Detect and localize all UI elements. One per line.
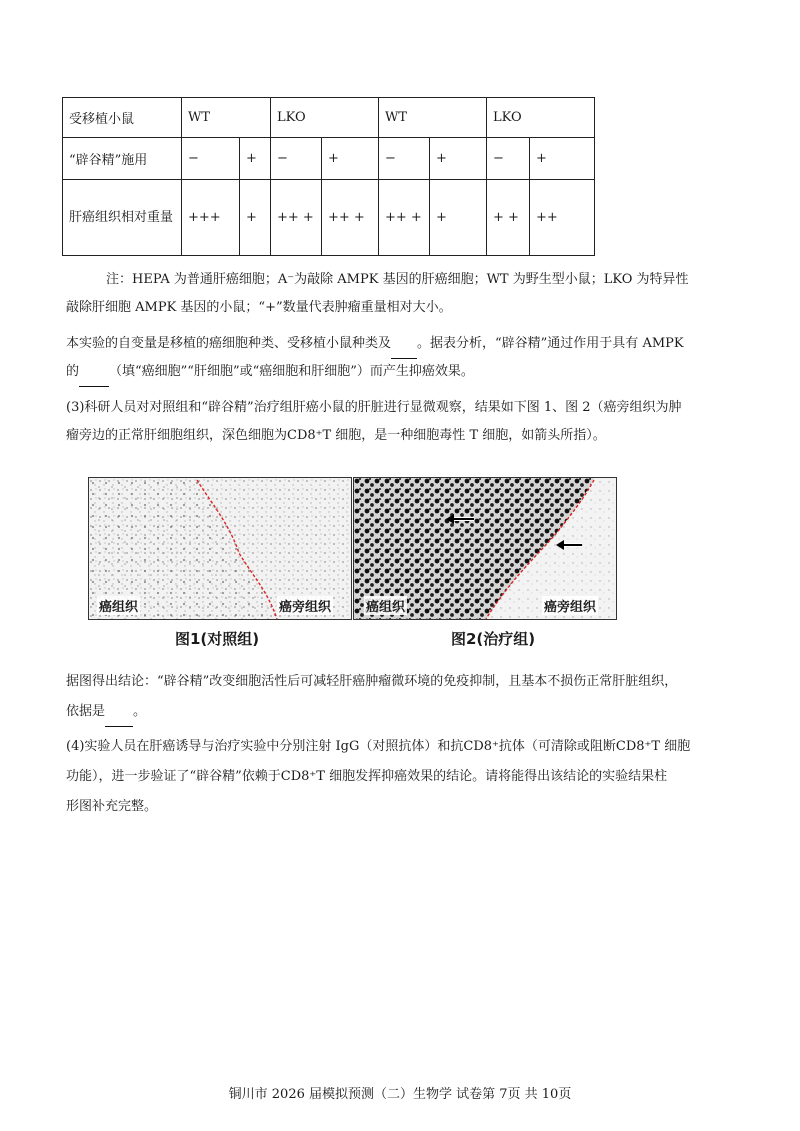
note-line-2: 敲除肝细胞 AMPK 基因的小鼠；“+”数量代表肿瘤重量相对大小。: [66, 300, 452, 315]
header-cell-mouse: 受移植小鼠: [63, 98, 182, 138]
page-footer: 铜川市 2026 届模拟预测（二）生物学 试卷第 7页 共 10页: [228, 1087, 572, 1102]
question-4-line-1: (4)实验人员在肝癌诱导与治疗实验中分别注射 IgG（对照抗体）和抗CD8⁺抗体（可清除或阻断CD8⁺T 细胞: [66, 739, 691, 754]
figure-2-micrograph: [353, 477, 617, 620]
conclusion-start: 依据是: [66, 704, 106, 719]
paragraph-1-end: 。据表分析，“辟谷精”通过作用于具有 AMPK: [417, 336, 684, 351]
header-cell-lko-1: LKO: [271, 98, 379, 138]
cell-drug-3: −: [271, 138, 322, 180]
conclusion-end: 。: [133, 704, 147, 719]
paragraph-2: [66, 358, 474, 387]
question-3-line-1: (3)科研人员对对照组和“辟谷精”治疗组肝癌小鼠的肝脏进行显微观察，结果如下图 1、图 2（癌旁组织为肿: [66, 400, 682, 415]
cell-weight-6: +: [430, 180, 487, 256]
fig2-peritumor-label: 癌旁组织: [542, 596, 598, 615]
cell-drug-7: −: [487, 138, 530, 180]
question-4-line-3: 形图补充完整。: [66, 799, 158, 814]
cell-weight-5: ++ +: [379, 180, 430, 256]
row-label-weight: 肝癌组织相对重量: [63, 180, 182, 256]
question-4-line-2: 功能），进一步验证了“辟谷精”依赖于CD8⁺T 细胞发挥抑癌效果的结论。请将能得出该结论的实验结果柱: [66, 769, 668, 784]
paragraph-1: [66, 330, 684, 359]
header-cell-wt-2: WT: [379, 98, 487, 138]
fig2-tumor-label: 癌组织: [364, 596, 407, 615]
cell-drug-8: +: [530, 138, 595, 180]
fig1-tumor-label: 癌组织: [97, 596, 140, 615]
paragraph-1-start: 本实验的自变量是移植的癌细胞种类、受移植小鼠种类及: [66, 336, 392, 351]
cell-drug-5: −: [379, 138, 430, 180]
question-3-line-2: 瘤旁边的正常肝细胞组织，深色细胞为CD8⁺T 细胞，是一种细胞毒性 T 细胞，如箭头所指）。: [66, 428, 606, 443]
cell-weight-1: +++: [182, 180, 240, 256]
conclusion-line-1: 据图得出结论：“辟谷精”改变细胞活性后可减轻肝癌肿瘤微环境的免疫抑制，且基本不损伤正常肝脏组织，: [66, 674, 678, 689]
figure-1-caption: 图1(对照组): [175, 630, 260, 648]
answer-blank-2[interactable]: [79, 358, 109, 387]
figure-2-caption: 图2(治疗组): [451, 630, 536, 648]
cell-drug-2: +: [240, 138, 271, 180]
cell-weight-7: + +: [487, 180, 530, 256]
cell-drug-1: −: [182, 138, 240, 180]
figure-1-micrograph: [88, 477, 352, 620]
answer-blank-1[interactable]: [391, 330, 417, 359]
row-label-drug: “辟谷精”施用: [63, 138, 182, 180]
paragraph-2-start: 的: [66, 364, 80, 379]
header-cell-lko-2: LKO: [487, 98, 595, 138]
note-line-1: 注：HEPA 为普通肝癌细胞；A⁻为敲除 AMPK 基因的肝癌细胞；WT 为野生型小鼠；LKO 为特异性: [106, 272, 689, 287]
cell-drug-4: +: [322, 138, 379, 180]
answer-blank-3[interactable]: [105, 698, 133, 727]
results-table: [62, 97, 595, 256]
cell-weight-2: +: [240, 180, 271, 256]
cell-weight-4: ++ +: [322, 180, 379, 256]
cell-weight-3: ++ +: [271, 180, 322, 256]
cell-drug-6: +: [430, 138, 487, 180]
conclusion-line-2: [66, 698, 146, 727]
paragraph-2-end: （填“癌细胞”“肝细胞”或“癌细胞和肝细胞”）而产生抑癌效果。: [109, 364, 474, 379]
fig1-peritumor-label: 癌旁组织: [277, 596, 333, 615]
header-cell-wt-1: WT: [182, 98, 271, 138]
cell-weight-8: ++: [530, 180, 595, 256]
